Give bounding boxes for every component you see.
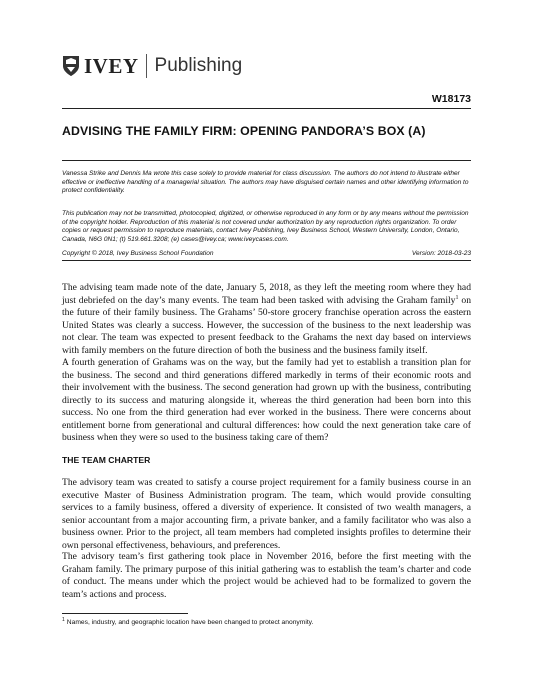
section-paragraph-1: The advisory team was created to satisfy a course project requirement for a family business course in an executive Master of Business Administration program. The team, which would provide consulting services to a family business, offered a diversity of experience. It consisted of two wealth managers, a senior accountant from a major accounting firm, a private banker, and a family facilitator who was also a business owner. Prior to the project, all team members had completed insights profiles to determine their own personal effectiveness, behaviours, and preferences. [62, 477, 471, 551]
intro-paragraph-1 [62, 282, 471, 357]
copyright-disclaimer: This publication may not be transmitted, photocopied, digitized, or otherwise reproduced in any form or by any means without the permission of the copyright holder. Reproduction of this material is not covered under authorization by any reproduction rights organization. To order copies or request permission to reproduce materials, contact Ivey Publishing, Ivey Business School, Western University, London, Ontario, Canada, N6G 0N1; (t) 519.661.3208; (e) cases@ivey.ca; www.iveycases.com. [62, 210, 469, 243]
footnote-rule [62, 613, 188, 614]
logo-divider [146, 54, 147, 78]
header-rule [62, 108, 471, 109]
footnote-reference: 1 [455, 294, 459, 301]
intro-paragraph-2: A fourth generation of Grahams was on the way, but the family had yet to establish a transition plan for the business. The second and third generations differed markedly in terms of their economic roots and their involvement with the business. The second generation had grown up with the business, contributing directly to its success and maturing alongside it, whereas the third generation had been born into this success. No one from the third generation had ever worked in the business. There were concerns about entitlement borne from generational and cultural differences: how could the next generation take care of business when they were so used to the business taking care of them? [62, 357, 471, 443]
logo-publishing-text: Publishing [154, 55, 243, 76]
intro-paragraph-1-end: on the future of their family business. The Grahams’ 50-store grocery franchise operation across the eastern United States was clearly a success. However, the succession of the business to the next leadership was not clear. The team was expected to present feedback to the Grahams the next day based on interviews with family members on the future direction of both the business and the business family itself. [62, 294, 471, 356]
footnote-mark: 1 [62, 617, 65, 623]
disclaimer-bottom-rule [62, 260, 471, 261]
case-number: W18173 [431, 93, 471, 105]
section-heading: THE TEAM CHARTER [62, 455, 151, 465]
logo-brand: IVEY [84, 53, 139, 78]
intro-paragraph-1-start: The advising team made note of the date, January 5, 2018, as they left the meeting room where they had just debriefed on the day’s many events. The team had been tasked with advising the Graham family [62, 282, 471, 306]
case-title: ADVISING THE FAMILY FIRM: OPENING PANDORA’S BOX (A) [62, 124, 426, 138]
authorship-disclaimer: Vanessa Strike and Dennis Ma wrote this case solely to provide material for class discussion. The authors do not intend to illustrate either effective or ineffective handling of a managerial situation. The authors may have disguised certain names and other identifying information to protect confidentiality. [62, 170, 469, 194]
version-text: Version: 2018-03-23 [411, 250, 471, 257]
copyright-row [62, 250, 471, 257]
disclaimer-top-rule [62, 160, 471, 161]
ivey-crest-icon [62, 55, 80, 77]
section-paragraph-2: The advisory team’s first gathering took place in November 2016, before the first meeting with the Graham family. The primary purpose of this initial gathering was to establish the team’s charter and code of conduct. The means under which the project would be achieved had to be formalized to govern the team’s actions and process. [62, 551, 471, 600]
ivey-publishing-logo [62, 52, 242, 80]
footnote [62, 617, 313, 626]
footnote-text: Names, industry, and geographic location have been changed to protect anonymity. [66, 619, 314, 627]
copyright-text: Copyright © 2018, Ivey Business School Foundation [62, 250, 214, 257]
